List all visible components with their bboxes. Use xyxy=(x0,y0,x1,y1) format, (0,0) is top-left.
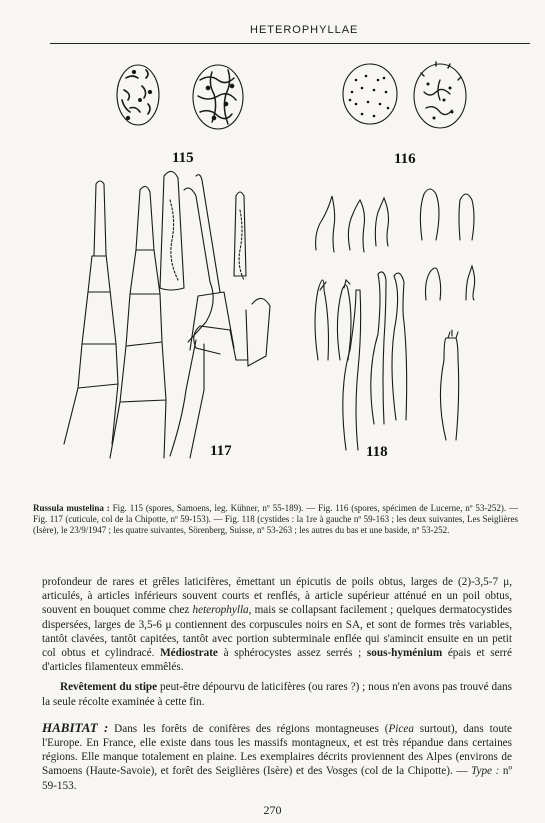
fig116-label: 116 xyxy=(394,151,416,167)
type-value: nº 59-153. xyxy=(42,765,512,792)
fig117-cuticle-drawing xyxy=(64,171,270,458)
figure-caption xyxy=(33,503,518,536)
text-run: épais et serré d'articles filamenteux emmêlés. xyxy=(42,647,513,674)
term-sous-hymenium: sous-hyménium xyxy=(366,647,443,660)
paragraph-stipe xyxy=(42,680,512,708)
fig116-spore-right xyxy=(414,62,466,128)
term-mediostrate: Médiostrate xyxy=(160,647,218,660)
page-number: 270 xyxy=(263,803,282,817)
description-text xyxy=(42,575,512,799)
paragraph-epicutis xyxy=(42,575,512,674)
fig118-label: 118 xyxy=(366,444,388,460)
type-label: Type : xyxy=(471,765,500,778)
italic-genus: Picea xyxy=(388,722,414,735)
text-run: , mais se collapsant facilement ; quelques dermatocystides dispersées, larges de 3,5-6 μ contiennent des corpuscules noirs en SA, et sont de formes très variables, tantôt clavées, tantôt capitées, tantôt avec portion subterminale enflée qui s'amincit ensuite en un petit col obtus et cylindracé. xyxy=(42,604,512,660)
fig116-spore-left xyxy=(343,64,397,124)
fig117-label: 117 xyxy=(210,443,232,459)
text-run: profondeur de rares et grêles laticifères, émettant un épicutis de poils obtus, larges de (2)-3,5-7 μ, articulés, à articles inférieurs souvent courts et renflés, à article supérieur atténué en un poil obtus, souvent en bouquet comme chez xyxy=(42,576,512,617)
text-run: surtout), dans toute l'Europe. En France, elle existe dans tous les massifs montagneux, et est très répandue dans certaines régions. Elle manque totalement en plaine. Les exemplaires décrits proviennent des Alpes (environs de Samoens (Haute-Savoie), et forêt des Seiglières (Isère) et des Vosges (col de la Chipotte). — xyxy=(42,722,512,778)
fig115-spore-right xyxy=(193,65,243,129)
text-run: à sphérocystes assez serrés ; xyxy=(217,647,367,660)
text-run: peut-être dépourvu de laticifères (ou rares ?) ; nous n'en avons pas trouvé dans la seule récolte examinée à cette fin. xyxy=(42,681,512,708)
running-header: HETEROPHYLLAE xyxy=(250,24,359,36)
fig115-spore-left xyxy=(117,65,159,125)
text-run: Dans les forêts de conifères des régions montagneuses ( xyxy=(108,722,389,735)
paragraph-habitat xyxy=(42,721,512,793)
italic-species: heterophylla xyxy=(192,604,249,617)
caption-text: Fig. 115 (spores, Samoens, leg. Kühner, nº 55-189). — Fig. 116 (spores, spécimen de Lucerne, nº 53-252). — Fig. 117 (cuticule, col de la Chipotte, nº 59-153). — Fig. 118 (cystides : la 1re à gauche nº 59-163 ; les deux suivantes, Les Seiglières (Isère), le 23/9/1947 ; les quatre suivantes, Sörenberg, Suisse, nº 53-263 ; les autres du bas et une baside, nº 53-252. xyxy=(33,503,518,535)
habitat-heading: HABITAT : xyxy=(42,719,109,735)
fig115-label: 115 xyxy=(172,150,194,166)
term-revetement-stipe: Revêtement du stipe xyxy=(60,681,158,694)
fig118-cystidia-drawing xyxy=(315,189,475,450)
caption-species: Russula mustelina : xyxy=(33,503,110,513)
